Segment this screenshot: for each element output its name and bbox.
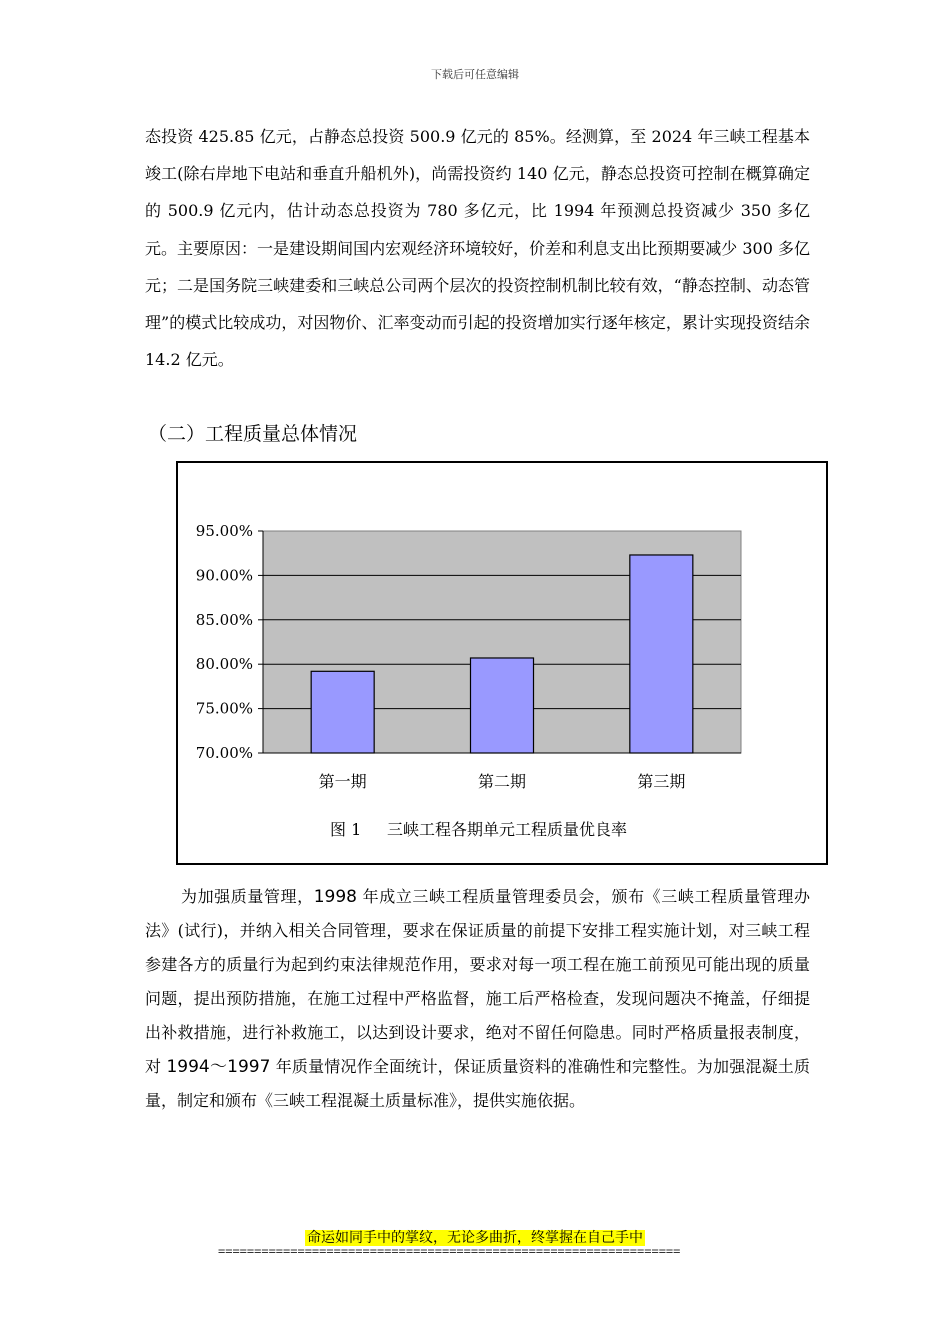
bar [630,555,693,753]
paragraph-investment: 态投资 425.85 亿元，占静态总投资 500.9 亿元的 85%。经测算，至 2024 年三峡工程基本竣工(除右岸地下电站和垂直升船机外)，尚需投资约 140 亿元，静态总投资可控制在概算确定的 500.9 亿元内，估计动态总投资为 780 多亿元，比 1994 年预测总投资减少 350 多亿元。主要原因：一是建设期间国内宏观经济环境较好，价差和利息支出比预期要减少 300 多亿元；二是国务院三峡建委和三峡总公司两个层次的投资控制机制比较有效，“静态控制、动态管理”的模式比较成功，对因物价、汇率变动而引起的投资增加实行逐年核定，累计实现投资结余 14.2 亿元。 [145,127,810,370]
y-tick-label: 70.00% [195,744,253,762]
bar [471,658,534,753]
footer-divider: ================================================================ [218,1244,681,1258]
x-category-label: 第三期 [637,772,686,791]
paragraph2-part3: 年质量情况作全面统计，保证质量资料的准确性和完整性。为加强混凝土质量，制定和颁布《三峡工程混凝土质量标准》，提供实施依据。 [145,1057,810,1110]
chart-caption [330,819,690,841]
quality-chart [176,461,828,865]
x-category-label: 第一期 [318,772,367,791]
paragraph2-years: 1994～1997 [166,1057,271,1077]
y-tick-label: 75.00% [195,699,253,718]
page-header: 下载后可任意编辑 [431,68,519,81]
x-category-label: 第二期 [477,772,527,791]
caption-figure-number: 图 1 [330,820,362,839]
paragraph-quality-management [145,880,810,1118]
bar [311,671,374,753]
y-tick-label: 90.00% [195,566,253,585]
y-tick-label: 80.00% [195,655,253,674]
footer-motto-text: 命运如同手中的掌纹，无论多曲折，终掌握在自己手中 [307,1230,643,1246]
y-tick-label: 85.00% [195,610,253,629]
caption-text: 三峡工程各期单元工程质量优良率 [387,820,628,839]
paragraph2-part2: 年成立三峡工程质量管理委员会，颁布《三峡工程质量管理办法》(试行)，并纳入相关合同管理，要求在保证质量的前提下安排工程实施计划，对三峡工程参建各方的质量行为起到约束法律规范作用，要求对每一项工程在施工前预见可能出现的质量问题，提出预防措施，在施工过程中严格监督，施工后严格检查，发现问题决不掩盖，仔细提出补救措施，进行补救施工，以达到设计要求，绝对不留任何隐患。同时严格质量报表制度，对 [145,887,810,1076]
chart-svg [178,463,826,863]
paragraph2-year: 1998 [313,887,357,907]
section-title: （二）工程质量总体情况 [148,423,358,445]
paragraph2-part1: 为加强质量管理， [181,887,314,906]
y-tick-label: 95.00% [195,522,253,540]
